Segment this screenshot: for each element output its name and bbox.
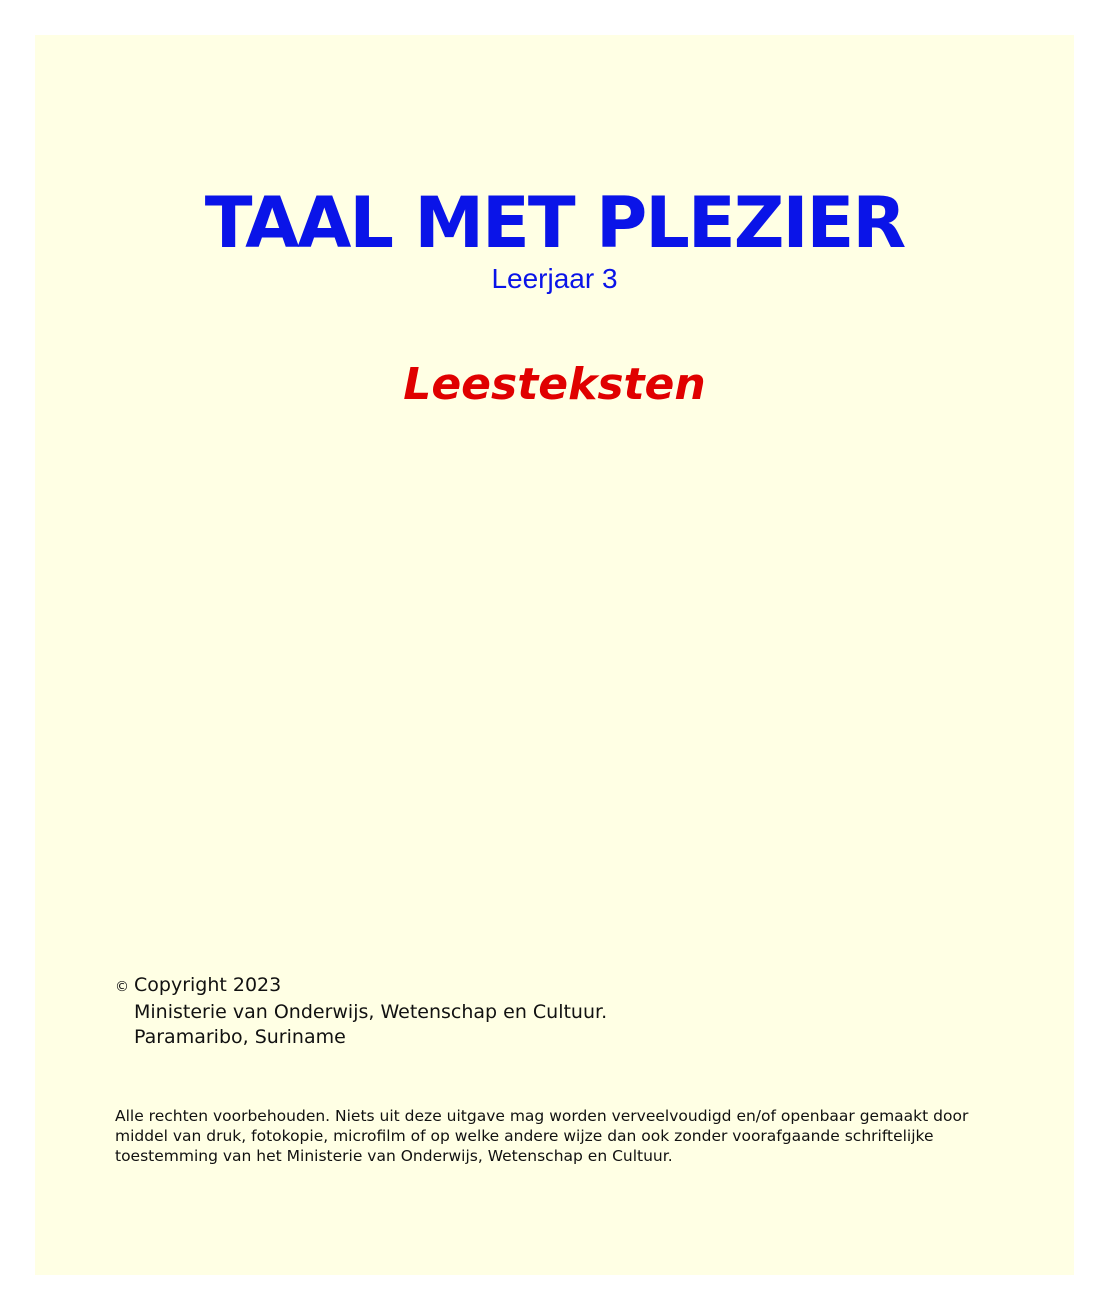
section-heading: Leesteksten: [403, 359, 706, 410]
rights-line-1: Alle rechten voorbehouden. Niets uit deze uitgave mag worden verveelvoudigd en/of openbaar gemaakt door: [115, 1107, 969, 1125]
title-page: [35, 35, 1074, 1275]
publisher-location: Paramaribo, Suriname: [134, 1026, 346, 1048]
copyright-year: Copyright 2023: [134, 974, 282, 996]
copyright-block: [115, 973, 815, 1050]
book-title: TAAL MET PLEZIER: [204, 182, 905, 264]
copyright-symbol: ©: [115, 979, 129, 995]
rights-line-3: toestemming van het Ministerie van Onderwijs, Wetenschap en Cultuur.: [115, 1147, 673, 1165]
rights-notice: [115, 1106, 1015, 1166]
grade-subtitle: Leerjaar 3: [491, 263, 618, 294]
publisher-name: Ministerie van Onderwijs, Wetenschap en Cultuur.: [134, 1001, 608, 1023]
copyright-line: [115, 973, 815, 1000]
rights-line-2: middel van druk, fotokopie, microfilm of op welke andere wijze dan ook zonder voorafgaande schriftelijke: [115, 1127, 934, 1145]
